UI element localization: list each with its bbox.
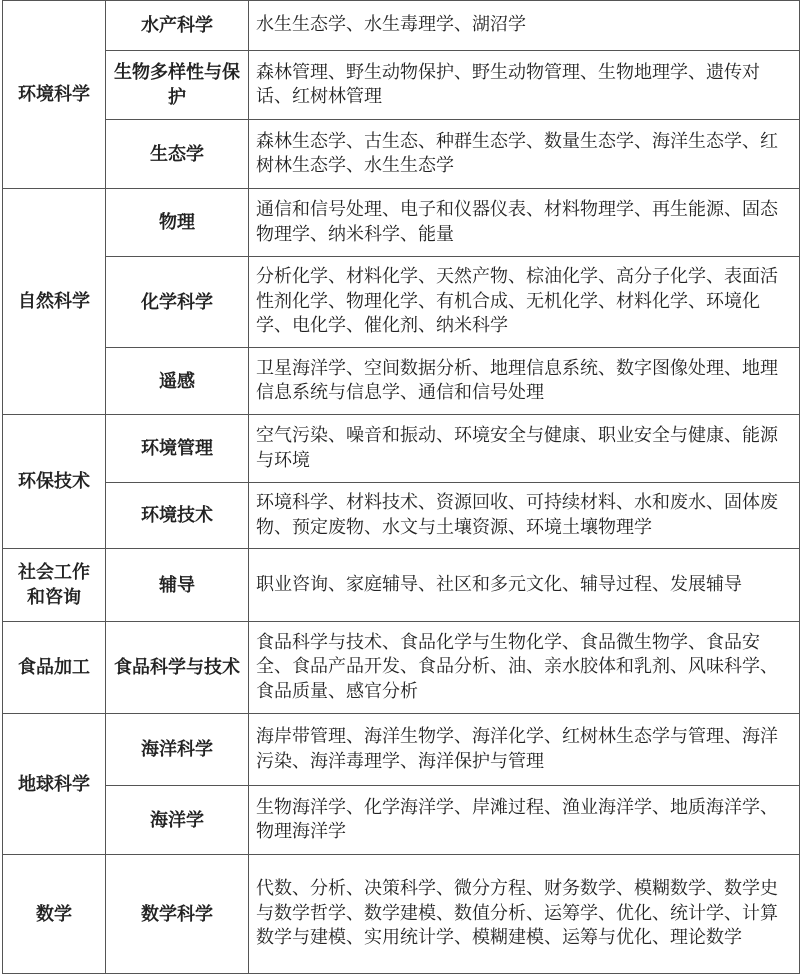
description-cell: 水生生态学、水生毒理学、湖沼学 [249,1,800,51]
table-row [3,51,800,120]
description-cell: 森林生态学、古生态、种群生态学、数量生态学、海洋生态学、红树林生态学、水生生态学 [249,120,800,189]
description-cell: 卫星海洋学、空间数据分析、地理信息系统、数字图像处理、地理信息系统与信息学、通信和信号处理 [249,348,800,415]
subcategory-cell: 生物多样性与保护 [106,51,249,120]
table-row [3,714,800,786]
table-row [3,1,800,51]
subcategory-cell: 海洋科学 [106,714,249,786]
subcategory-cell: 辅导 [106,549,249,622]
subcategory-cell: 遥感 [106,348,249,415]
subcategory-cell: 化学科学 [106,257,249,348]
category-cell: 数学 [3,855,106,974]
description-cell: 食品科学与技术、食品化学与生物化学、食品微生物学、食品安全、食品产品开发、食品分析、油、亲水胶体和乳剂、风味科学、食品质量、感官分析 [249,622,800,714]
subcategory-cell: 海洋学 [106,786,249,855]
table-row [3,257,800,348]
table-row [3,483,800,549]
category-cell: 环保技术 [3,415,106,549]
table-row [3,415,800,483]
category-cell: 自然科学 [3,189,106,415]
description-cell: 生物海洋学、化学海洋学、岸滩过程、渔业海洋学、地质海洋学、物理海洋学 [249,786,800,855]
subject-table [2,0,800,974]
subcategory-cell: 环境管理 [106,415,249,483]
subcategory-cell: 环境技术 [106,483,249,549]
description-cell: 海岸带管理、海洋生物学、海洋化学、红树林生态学与管理、海洋污染、海洋毒理学、海洋保护与管理 [249,714,800,786]
table-row [3,622,800,714]
description-cell: 空气污染、噪音和振动、环境安全与健康、职业安全与健康、能源与环境 [249,415,800,483]
description-cell: 代数、分析、决策科学、微分方程、财务数学、模糊数学、数学史与数学哲学、数学建模、数值分析、运筹学、优化、统计学、计算数学与建模、实用统计学、模糊建模、运筹与优化、理论数学 [249,855,800,974]
category-cell: 食品加工 [3,622,106,714]
subcategory-cell: 水产科学 [106,1,249,51]
description-cell: 环境科学、材料技术、资源回收、可持续材料、水和废水、固体废物、预定废物、水文与土壤资源、环境土壤物理学 [249,483,800,549]
description-cell: 通信和信号处理、电子和仪器仪表、材料物理学、再生能源、固态物理学、纳米科学、能量 [249,189,800,257]
table-row [3,189,800,257]
category-cell: 环境科学 [3,1,106,189]
table-row [3,786,800,855]
category-cell: 社会工作和咨询 [3,549,106,622]
subcategory-cell: 物理 [106,189,249,257]
description-cell: 分析化学、材料化学、天然产物、棕油化学、高分子化学、表面活性剂化学、物理化学、有机合成、无机化学、材料化学、环境化学、电化学、催化剂、纳米科学 [249,257,800,348]
subcategory-cell: 食品科学与技术 [106,622,249,714]
table-row [3,855,800,974]
table-row [3,348,800,415]
category-cell: 地球科学 [3,714,106,855]
subcategory-cell: 生态学 [106,120,249,189]
subcategory-cell: 数学科学 [106,855,249,974]
table-row [3,549,800,622]
description-cell: 职业咨询、家庭辅导、社区和多元文化、辅导过程、发展辅导 [249,549,800,622]
table-row [3,120,800,189]
description-cell: 森林管理、野生动物保护、野生动物管理、生物地理学、遗传对话、红树林管理 [249,51,800,120]
